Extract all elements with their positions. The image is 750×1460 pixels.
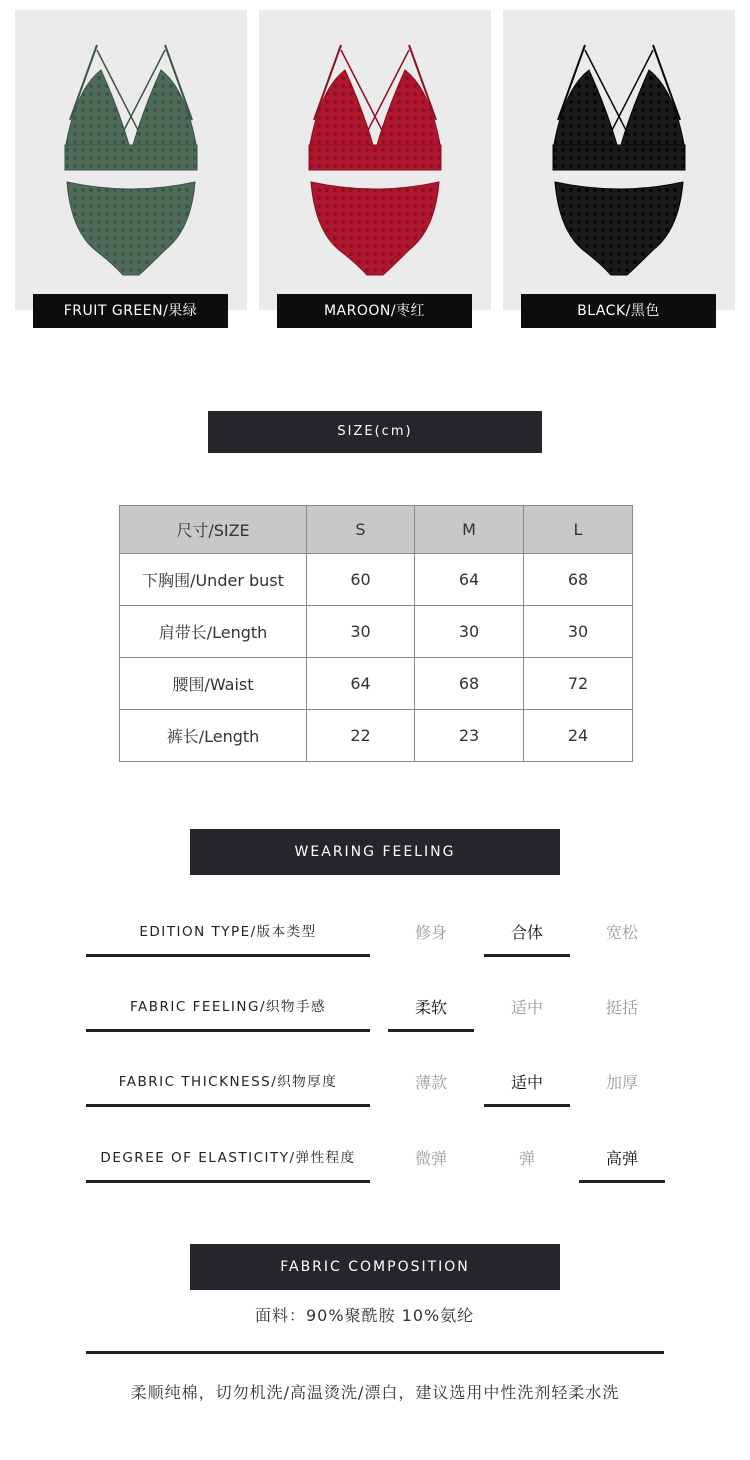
size-value-cell: 23: [415, 710, 524, 762]
size-value-cell: 72: [524, 658, 633, 710]
table-header-cell: M: [415, 506, 524, 554]
size-value-cell: 24: [524, 710, 633, 762]
care-instructions: 柔顺纯棉，切勿机洗/高温烫洗/漂白，建议选用中性洗剂轻柔水洗: [130, 1383, 620, 1402]
wearing-section-header: WEARING FEELING: [190, 829, 560, 875]
selected-option-underline: [579, 1180, 665, 1183]
lingerie-swatch-image: [503, 10, 735, 310]
label-underline: [86, 1180, 370, 1183]
color-label: FRUIT GREEN/果绿: [33, 294, 228, 328]
size-value-cell: 60: [307, 554, 415, 606]
feeling-option: 挺括: [605, 998, 638, 1017]
divider: [86, 1351, 664, 1354]
measurement-label-cell: 腰围/Waist: [120, 658, 307, 710]
feeling-row: [86, 1136, 666, 1196]
size-value-cell: 30: [307, 606, 415, 658]
feeling-option: 适中: [510, 998, 543, 1017]
measurement-label-cell: 裤长/Length: [120, 710, 307, 762]
feeling-option-selected: 柔软: [414, 998, 447, 1017]
size-table-header-row: [120, 506, 633, 554]
table-row: [120, 606, 633, 658]
measurement-label-cell: 肩带长/Length: [120, 606, 307, 658]
selected-option-underline: [484, 954, 570, 957]
selected-option-underline: [388, 1029, 474, 1032]
label-underline: [86, 954, 370, 957]
size-value-cell: 68: [524, 554, 633, 606]
size-value-cell: 68: [415, 658, 524, 710]
feeling-option: 微弹: [414, 1149, 447, 1168]
label-underline: [86, 1104, 370, 1107]
feeling-row: [86, 1060, 666, 1120]
feeling-label: EDITION TYPE/版本类型: [139, 924, 317, 940]
size-value-cell: 30: [524, 606, 633, 658]
composition-text: 面料：90%聚酰胺 10%氨纶: [255, 1306, 475, 1325]
feeling-label: DEGREE OF ELASTICITY/弹性程度: [100, 1150, 356, 1166]
feeling-label: FABRIC FEELING/织物手感: [129, 999, 327, 1015]
lingerie-swatch-image: [259, 10, 491, 310]
table-row: [120, 554, 633, 606]
composition-section-header: FABRIC COMPOSITION: [190, 1244, 560, 1290]
size-table: [119, 505, 633, 762]
size-value-cell: 22: [307, 710, 415, 762]
feeling-row: [86, 910, 666, 970]
table-row: [120, 710, 633, 762]
table-header-cell: L: [524, 506, 633, 554]
size-section-header: SIZE(cm): [208, 411, 542, 453]
measurement-label-cell: 下胸围/Under bust: [120, 554, 307, 606]
table-header-cell: 尺寸/SIZE: [120, 506, 307, 554]
color-label: MAROON/枣红: [277, 294, 472, 328]
size-value-cell: 64: [307, 658, 415, 710]
color-label: BLACK/黑色: [521, 294, 716, 328]
size-value-cell: 30: [415, 606, 524, 658]
feeling-option-selected: 高弹: [605, 1149, 638, 1168]
table-header-cell: S: [307, 506, 415, 554]
feeling-label: FABRIC THICKNESS/织物厚度: [118, 1074, 338, 1090]
feeling-option: 修身: [414, 923, 447, 942]
feeling-option: 宽松: [605, 923, 638, 942]
feeling-option-selected: 适中: [510, 1073, 543, 1092]
feeling-row: [86, 985, 666, 1045]
size-value-cell: 64: [415, 554, 524, 606]
feeling-option: 薄款: [414, 1073, 447, 1092]
selected-option-underline: [484, 1104, 570, 1107]
label-underline: [86, 1029, 370, 1032]
table-row: [120, 658, 633, 710]
feeling-option-selected: 合体: [510, 923, 543, 942]
feeling-option: 弹: [518, 1149, 535, 1168]
lingerie-swatch-image: [15, 10, 247, 310]
feeling-option: 加厚: [605, 1073, 638, 1092]
